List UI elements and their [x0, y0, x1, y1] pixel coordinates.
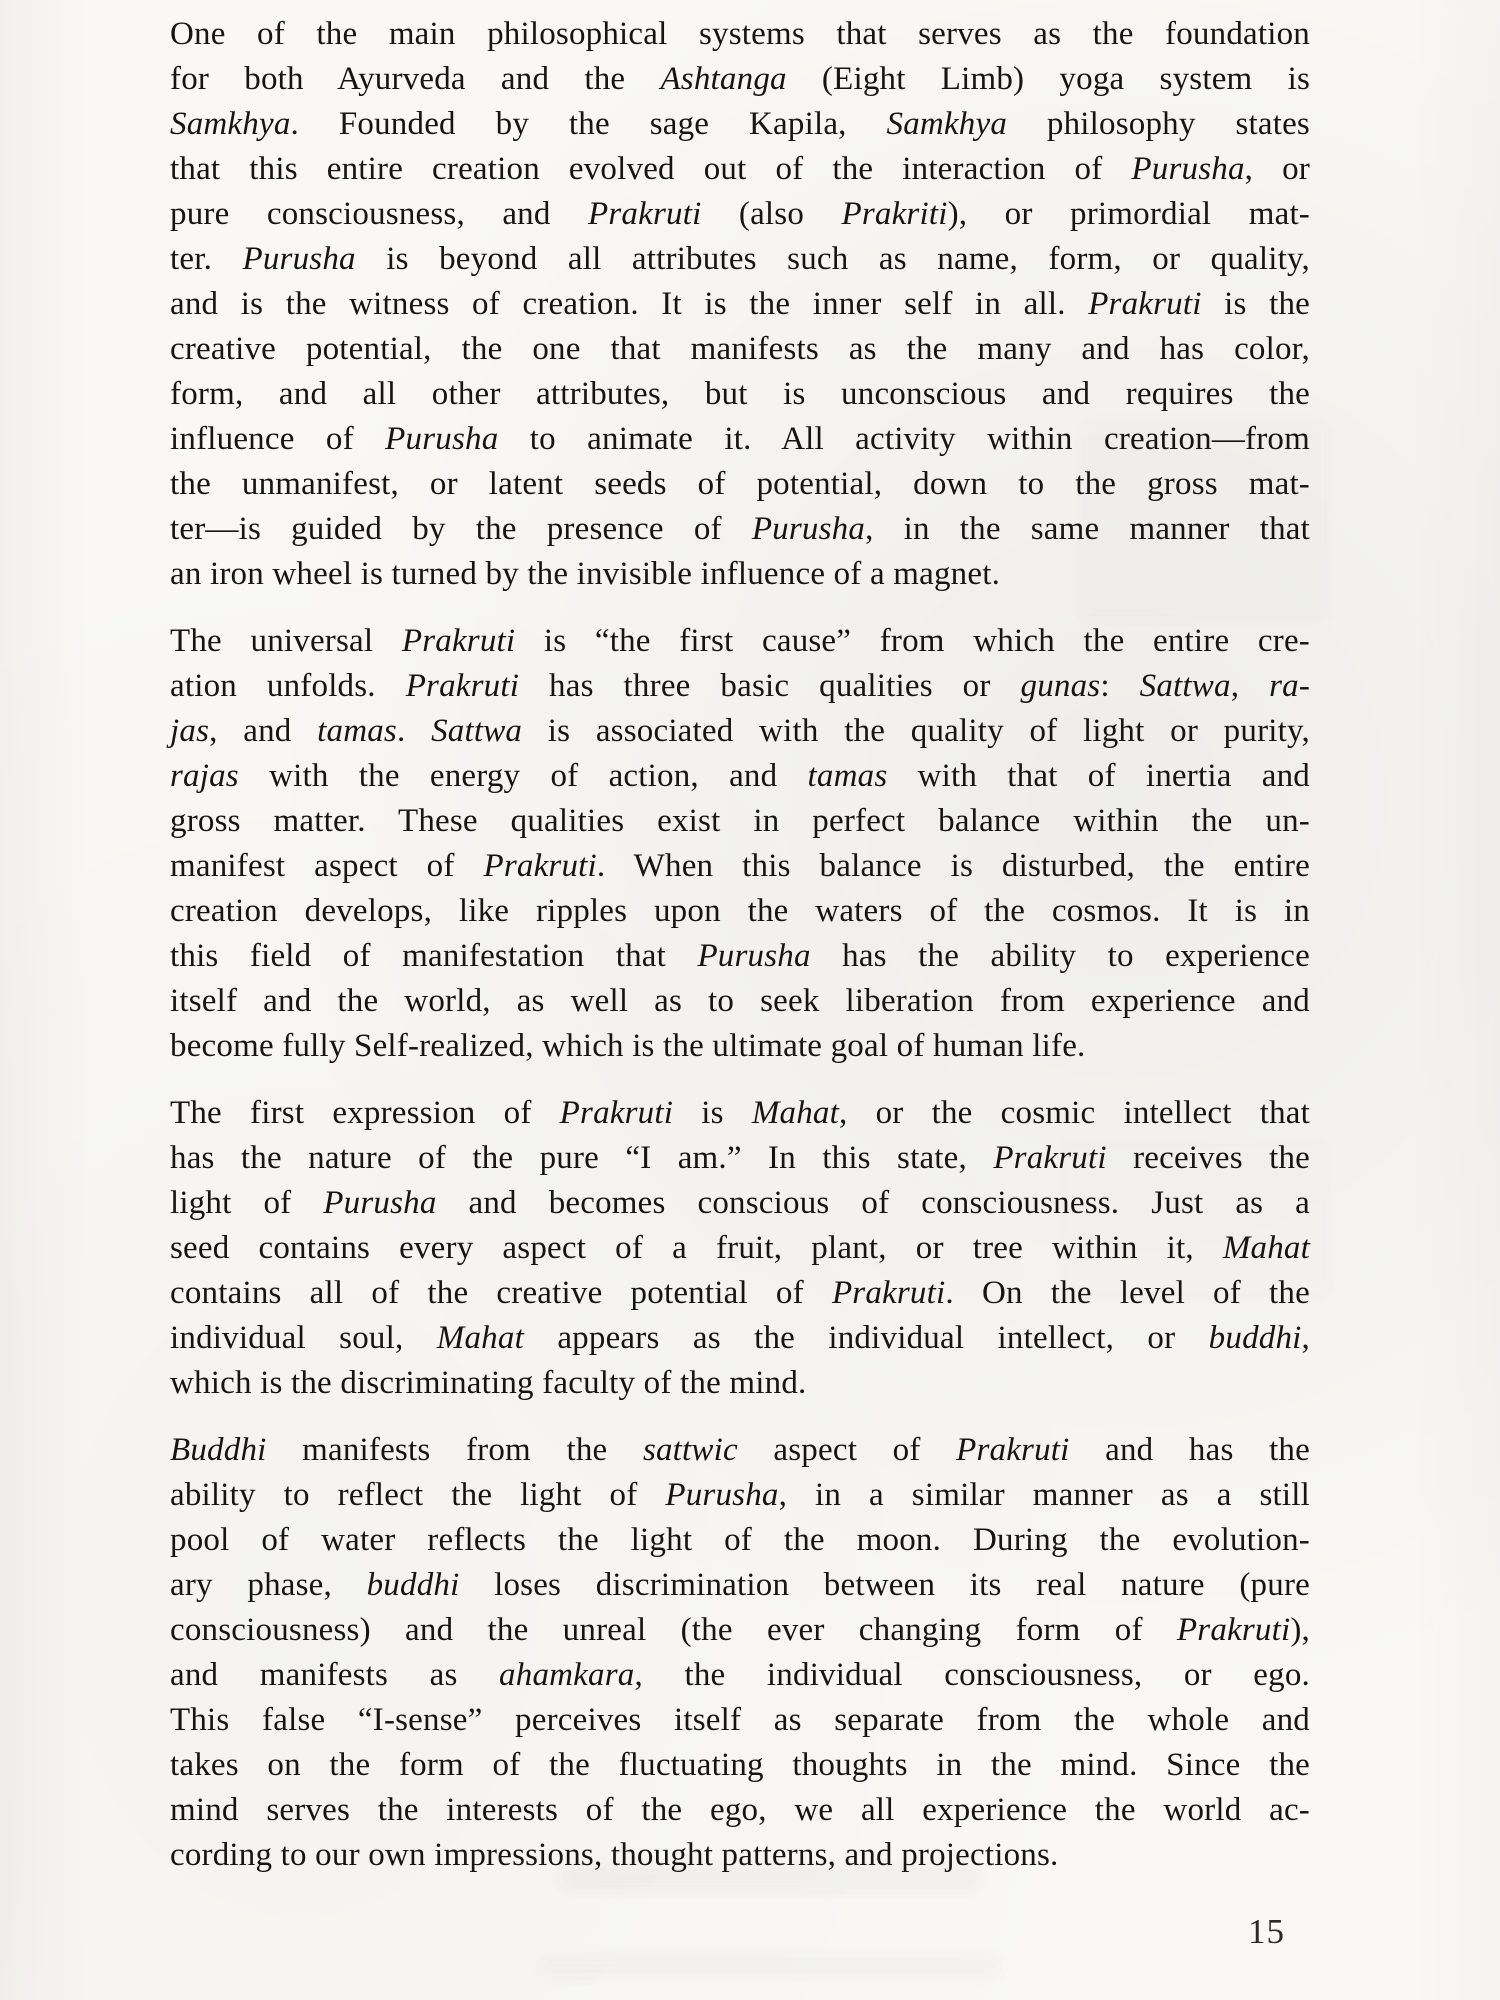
page-number: 15: [1248, 1912, 1285, 1951]
text-segment: ter.: [170, 241, 243, 277]
text-line: [170, 844, 1310, 889]
italic-term: Sattwa: [1139, 668, 1231, 704]
text-segment: form, and all other attributes, but is unconscious and requires the: [170, 376, 1310, 412]
text-segment: manifests from the: [266, 1432, 643, 1468]
text-segment: the unmanifest, or latent seeds of potential, down to the gross mat-: [170, 466, 1310, 502]
text-line: [170, 934, 1310, 979]
italic-term: Purusha: [751, 511, 866, 547]
text-segment: ,: [1230, 668, 1270, 704]
text-line: [170, 372, 1310, 417]
text-segment: and manifests as: [170, 1657, 500, 1693]
italic-term: Prakruti: [993, 1140, 1107, 1176]
text-column: [170, 12, 1310, 1900]
text-line: [170, 102, 1310, 147]
text-segment: The universal: [170, 623, 402, 659]
text-segment: has three basic qualities or: [519, 668, 1021, 704]
italic-term: Purusha: [242, 241, 356, 277]
italic-term: buddhi: [366, 1567, 460, 1603]
paragraph: [170, 12, 1310, 597]
text-segment: mind serves the interests of the ego, we all experience the world ac-: [170, 1792, 1310, 1828]
text-segment: , and: [209, 713, 318, 749]
paragraph: [170, 619, 1310, 1069]
text-segment: gross matter. These qualities exist in perfect balance within the un-: [170, 803, 1310, 839]
italic-term: Purusha: [665, 1477, 779, 1513]
text-line: [170, 192, 1310, 237]
text-segment: to animate it. All activity within creation—from: [498, 421, 1310, 457]
text-line: [170, 327, 1310, 372]
text-segment: ),: [1290, 1612, 1310, 1648]
italic-term: Purusha: [385, 421, 499, 457]
italic-term: Purusha: [1131, 151, 1245, 187]
text-line: [170, 1226, 1310, 1271]
text-segment: (Eight Limb) yoga system is: [786, 61, 1310, 97]
italic-term: Samkhya: [170, 106, 291, 142]
text-line: [170, 1316, 1310, 1361]
text-segment: is “the first cause” from which the entire cre-: [515, 623, 1310, 659]
text-line: [170, 1361, 1310, 1406]
text-segment: :: [1100, 668, 1140, 704]
italic-term: Prakruti: [956, 1432, 1070, 1468]
text-line: [170, 619, 1310, 664]
italic-term: jas: [170, 713, 210, 749]
text-segment: which is the discriminating faculty of the mind.: [170, 1365, 807, 1401]
text-segment: ,: [1301, 1320, 1310, 1356]
text-line: [170, 57, 1310, 102]
italic-term: Buddhi: [170, 1432, 267, 1468]
italic-term: ra-: [1269, 668, 1311, 704]
text-segment: . Founded by the sage Kapila,: [290, 106, 887, 142]
text-segment: and has the: [1069, 1432, 1310, 1468]
italic-term: Prakruti: [588, 196, 702, 232]
text-line: [170, 1271, 1310, 1316]
text-segment: . When this balance is disturbed, the entire: [596, 848, 1310, 884]
text-segment: this field of manifestation that: [170, 938, 698, 974]
text-line: [170, 889, 1310, 934]
text-line: [170, 1473, 1310, 1518]
text-segment: itself and the world, as well as to seek liberation from experience and: [170, 983, 1310, 1019]
italic-term: Prakruti: [1088, 286, 1202, 322]
text-line: [170, 282, 1310, 327]
text-segment: , the individual consciousness, or ego.: [634, 1657, 1310, 1693]
italic-term: Prakruti: [559, 1095, 674, 1131]
text-segment: , or the cosmic intellect that: [838, 1095, 1311, 1131]
text-line: [170, 1428, 1310, 1473]
text-segment: that this entire creation evolved out of the interaction of: [170, 151, 1132, 187]
text-line: [170, 1653, 1310, 1698]
text-line: [170, 507, 1310, 552]
text-segment: This false “I-sense” perceives itself as separate from the whole and: [170, 1702, 1310, 1738]
text-segment: become fully Self-realized, which is the ultimate goal of human life.: [170, 1028, 1086, 1064]
text-segment: One of the main philosophical systems that serves as the foundation: [170, 16, 1310, 52]
text-line: [170, 552, 1310, 597]
text-segment: ary phase,: [170, 1567, 367, 1603]
text-segment: for both Ayurveda and the: [170, 61, 661, 97]
text-segment: an iron wheel is turned by the invisible influence of a magnet.: [170, 556, 1001, 592]
text-line: [170, 754, 1310, 799]
text-segment: seed contains every aspect of a fruit, plant, or tree within it,: [170, 1230, 1223, 1266]
italic-term: Prakriti: [841, 196, 948, 232]
italic-term: Prakruti: [1176, 1612, 1291, 1648]
text-segment: creation develops, like ripples upon the waters of the cosmos. It is in: [170, 893, 1310, 929]
bleed-through-artifact: [540, 1955, 1000, 1977]
text-segment: individual soul,: [170, 1320, 437, 1356]
text-segment: ter—is guided by the presence of: [170, 511, 752, 547]
text-segment: loses discrimination between its real nature (pure: [459, 1567, 1310, 1603]
text-line: [170, 417, 1310, 462]
text-segment: ability to reflect the light of: [170, 1477, 666, 1513]
text-segment: . On the level of the: [945, 1275, 1310, 1311]
text-segment: ), or primordial mat-: [947, 196, 1310, 232]
italic-term: Mahat: [436, 1320, 524, 1356]
text-segment: ation unfolds.: [170, 668, 406, 704]
text-line: [170, 979, 1310, 1024]
text-segment: and is the witness of creation. It is the inner self in all.: [170, 286, 1089, 322]
text-segment: has the ability to experience: [810, 938, 1310, 974]
italic-term: Prakruti: [483, 848, 597, 884]
text-segment: appears as the individual intellect, or: [523, 1320, 1209, 1356]
italic-term: Prakruti: [831, 1275, 946, 1311]
italic-term: Purusha: [697, 938, 811, 974]
italic-term: Prakruti: [405, 668, 520, 704]
text-segment: aspect of: [737, 1432, 957, 1468]
text-segment: is the: [1201, 286, 1310, 322]
italic-term: Ashtanga: [660, 61, 787, 97]
text-segment: pool of water reflects the light of the moon. During the evolution-: [170, 1522, 1310, 1558]
italic-term: rajas: [170, 758, 239, 794]
text-line: [170, 1833, 1310, 1878]
text-segment: , in the same manner that: [865, 511, 1310, 547]
text-segment: pure consciousness, and: [170, 196, 589, 232]
text-line: [170, 1788, 1310, 1833]
italic-term: gunas: [1020, 668, 1101, 704]
italic-term: ahamkara: [499, 1657, 635, 1693]
text-segment: , or: [1244, 151, 1310, 187]
text-line: [170, 1024, 1310, 1069]
text-line: [170, 1091, 1310, 1136]
text-segment: is: [673, 1095, 752, 1131]
text-segment: with the energy of action, and: [238, 758, 808, 794]
italic-term: Mahat: [1222, 1230, 1310, 1266]
text-line: [170, 1743, 1310, 1788]
italic-term: tamas: [807, 758, 888, 794]
text-segment: is associated with the quality of light or purity,: [522, 713, 1311, 749]
italic-term: Samkhya: [886, 106, 1008, 142]
italic-term: Purusha: [323, 1185, 437, 1221]
text-segment: light of: [170, 1185, 324, 1221]
text-segment: (also: [701, 196, 842, 232]
text-line: [170, 709, 1310, 754]
text-line: [170, 1698, 1310, 1743]
text-segment: takes on the form of the fluctuating thoughts in the mind. Since the: [170, 1747, 1310, 1783]
text-segment: with that of inertia and: [887, 758, 1311, 794]
text-segment: The first expression of: [170, 1095, 560, 1131]
italic-term: Sattwa: [431, 713, 523, 749]
text-line: [170, 1136, 1310, 1181]
text-segment: and becomes conscious of consciousness. Just as a: [436, 1185, 1310, 1221]
text-segment: .: [396, 713, 432, 749]
italic-term: tamas: [317, 713, 397, 749]
text-segment: philosophy states: [1007, 106, 1310, 142]
text-line: [170, 664, 1310, 709]
text-segment: , in a similar manner as a still: [778, 1477, 1310, 1513]
text-line: [170, 1181, 1310, 1226]
paragraph: [170, 1428, 1310, 1878]
text-line: [170, 1608, 1310, 1653]
text-segment: receives the: [1106, 1140, 1311, 1176]
text-segment: influence of: [170, 421, 386, 457]
italic-term: Prakruti: [401, 623, 516, 659]
text-segment: creative potential, the one that manifests as the many and has color,: [170, 331, 1310, 367]
text-line: [170, 1563, 1310, 1608]
italic-term: buddhi: [1208, 1320, 1302, 1356]
text-line: [170, 237, 1310, 282]
text-segment: contains all of the creative potential of: [170, 1275, 832, 1311]
italic-term: Mahat: [751, 1095, 839, 1131]
italic-term: sattwic: [642, 1432, 738, 1468]
text-segment: manifest aspect of: [170, 848, 484, 884]
text-segment: is beyond all attributes such as name, form, or quality,: [355, 241, 1310, 277]
text-line: [170, 462, 1310, 507]
text-line: [170, 147, 1310, 192]
text-line: [170, 12, 1310, 57]
text-segment: has the nature of the pure “I am.” In this state,: [170, 1140, 994, 1176]
text-line: [170, 1518, 1310, 1563]
text-segment: consciousness) and the unreal (the ever changing form of: [170, 1612, 1177, 1648]
paragraph: [170, 1091, 1310, 1406]
text-segment: cording to our own impressions, thought patterns, and projections.: [170, 1837, 1059, 1873]
text-line: [170, 799, 1310, 844]
